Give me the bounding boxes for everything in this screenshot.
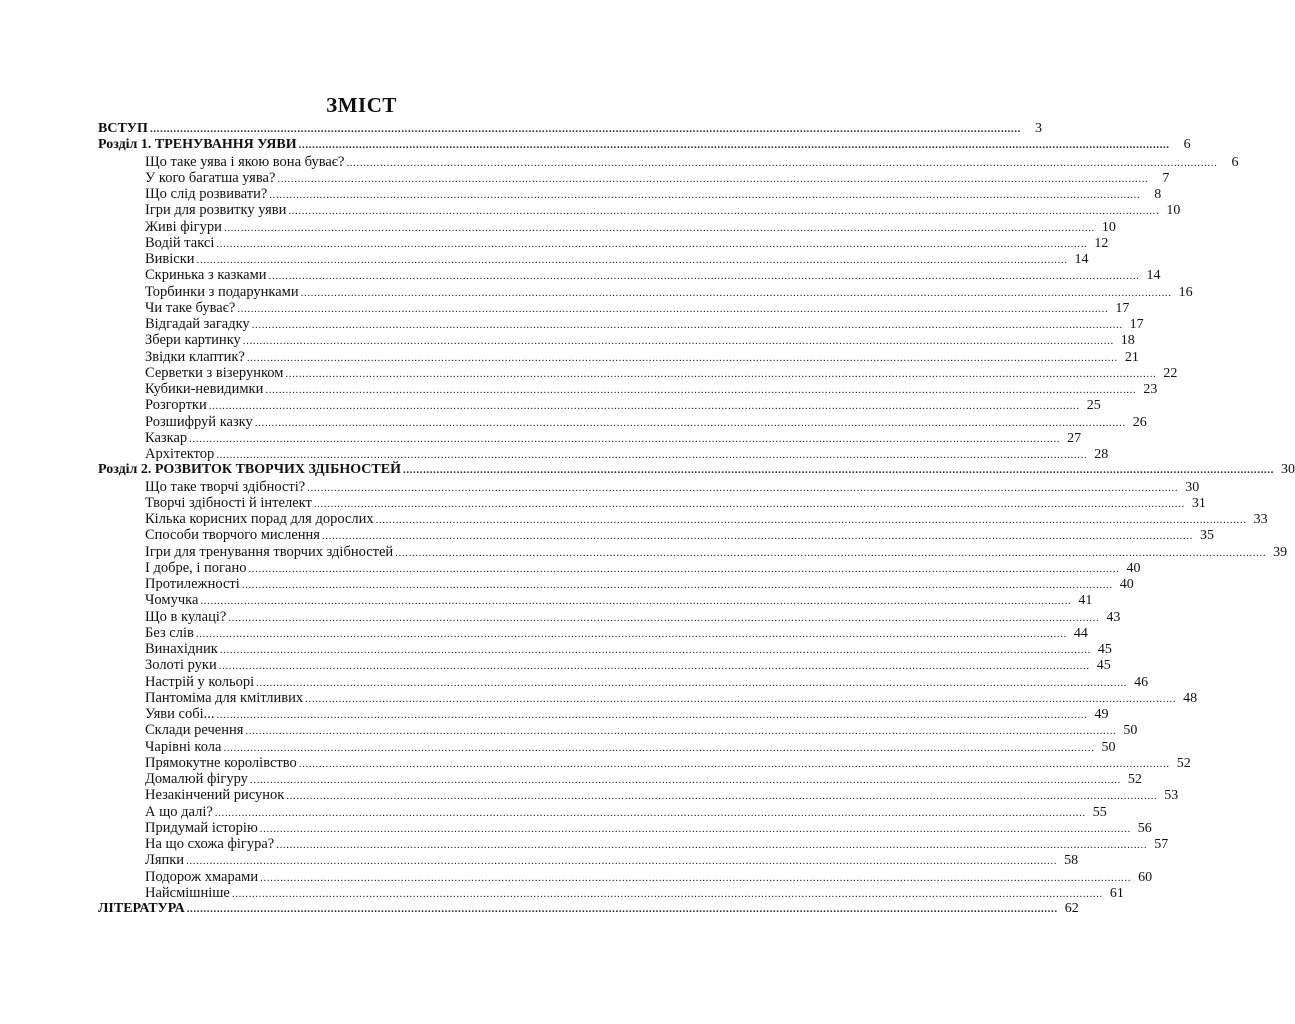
toc-entry-label: Що в кулаці? xyxy=(145,608,227,625)
toc-entry-page: 61 xyxy=(1109,885,1124,901)
toc-entry xyxy=(98,137,1191,153)
toc-entry xyxy=(98,836,1169,852)
toc-entry xyxy=(98,576,1134,592)
toc-entry-page: 55 xyxy=(1092,804,1107,820)
toc-entry xyxy=(98,413,1147,430)
toc-entry xyxy=(98,267,1161,284)
toc-entry xyxy=(98,251,1089,267)
toc-entry-page: 17 xyxy=(1115,300,1130,316)
toc-entry xyxy=(98,722,1138,739)
toc-entry-label: Винахідник xyxy=(145,641,218,657)
toc-entry-label: Кілька корисних порад для дорослих xyxy=(145,511,374,527)
toc-entry xyxy=(98,494,1206,511)
toc-entry-label: Пантоміма для кмітливих xyxy=(145,689,304,706)
toc-entry xyxy=(98,787,1179,804)
toc-entry xyxy=(98,608,1121,625)
toc-entry-page: 56 xyxy=(1137,820,1152,836)
dot-leader: .................................................................................................................................................................................................................................................................... xyxy=(149,123,1021,135)
toc-entry-page: 48 xyxy=(1183,690,1198,706)
dot-leader: .................................................................................................................................................................................................................................................................... xyxy=(288,205,1160,218)
toc-entry xyxy=(98,803,1107,820)
toc-entry-label: Звідки клаптик? xyxy=(145,348,245,365)
dot-leader: .................................................................................................................................................................................................................................................................... xyxy=(265,384,1137,396)
toc-entry-page: 6 xyxy=(1183,137,1191,153)
toc-entry-label: Що таке уява і якою вона буває? xyxy=(145,153,345,170)
toc-entry xyxy=(98,543,1288,560)
dot-leader: .................................................................................................................................................................................................................................................................... xyxy=(248,562,1120,575)
toc-entry-page: 16 xyxy=(1178,284,1193,300)
dot-leader: .................................................................................................................................................................................................................................................................... xyxy=(313,497,1185,510)
toc-entry-page: 40 xyxy=(1119,577,1134,592)
toc-entry-page: 44 xyxy=(1073,625,1088,641)
toc-entry xyxy=(98,234,1109,251)
toc-entry xyxy=(98,592,1093,609)
toc-entry xyxy=(98,462,1295,478)
toc-entry-label: Архітектор xyxy=(145,446,215,462)
toc-entry xyxy=(98,316,1144,332)
dot-leader: .................................................................................................................................................................................................................................................................... xyxy=(375,514,1247,526)
toc-entry-page: 62 xyxy=(1064,901,1079,916)
toc-entry-page: 14 xyxy=(1146,268,1161,284)
toc-entry-label: Настрій у кольорі xyxy=(145,673,255,690)
toc-entry xyxy=(98,202,1181,219)
toc-entry-page: 33 xyxy=(1253,512,1268,527)
toc-entry xyxy=(98,559,1141,576)
toc-entry-label: Подорож хмарами xyxy=(145,868,259,885)
toc-entry xyxy=(98,689,1198,706)
dot-leader: .................................................................................................................................................................................................................................................................... xyxy=(228,611,1100,624)
toc-entry-label: Найсмішніше xyxy=(145,884,230,901)
toc-entry-label: Збери картинку xyxy=(145,332,241,349)
dot-leader: .................................................................................................................................................................................................................................................................... xyxy=(196,254,1068,266)
toc-entry-label: Домалюй фігуру xyxy=(145,771,248,787)
toc-entry-label: Творчі здібності й інтелект xyxy=(145,494,312,511)
toc-entry xyxy=(98,446,1109,462)
dot-leader: .................................................................................................................................................................................................................................................................... xyxy=(218,660,1090,673)
dot-leader: .................................................................................................................................................................................................................................................................... xyxy=(231,887,1103,900)
toc-entry-page: 10 xyxy=(1166,203,1181,219)
toc-entry-label: Казкар xyxy=(145,429,188,446)
toc-entry-label: Кубики-невидимки xyxy=(145,381,264,397)
dot-leader: .................................................................................................................................................................................................................................................................... xyxy=(242,335,1114,348)
toc-entry-page: 57 xyxy=(1154,837,1169,852)
dot-leader: .................................................................................................................................................................................................................................................................... xyxy=(249,774,1121,786)
toc-entry xyxy=(98,364,1178,381)
toc-entry-page: 52 xyxy=(1176,755,1191,771)
dot-leader: .................................................................................................................................................................................................................................................................... xyxy=(260,871,1132,884)
toc-entry-label: Розшифруй казку xyxy=(145,413,253,430)
toc-entry xyxy=(98,706,1109,722)
toc-entry xyxy=(98,397,1101,414)
toc-entry-label: Чомучка xyxy=(145,592,199,609)
dot-leader: .................................................................................................................................................................................................................................................................... xyxy=(245,725,1117,738)
toc-entry-label: ВСТУП xyxy=(98,121,148,136)
toc-entry-label: Чарівні кола xyxy=(145,738,222,755)
toc-entry-page: 49 xyxy=(1094,707,1109,722)
dot-leader: .................................................................................................................................................................................................................................................................... xyxy=(237,302,1109,315)
dot-leader: .................................................................................................................................................................................................................................................................... xyxy=(395,546,1267,559)
toc-entry-page: 28 xyxy=(1094,447,1109,462)
toc-entry-page: 8 xyxy=(1154,187,1162,202)
dot-leader: .................................................................................................................................................................................................................................................................... xyxy=(223,221,1095,234)
toc-entry xyxy=(98,429,1082,446)
dot-leader: .................................................................................................................................................................................................................................................................... xyxy=(321,530,1193,543)
toc-entry-label: ЛІТЕРАТУРА xyxy=(98,901,185,916)
dot-leader: .................................................................................................................................................................................................................................................................... xyxy=(246,351,1118,364)
toc-entry-label: Розділ 2. РОЗВИТОК ТВОРЧИХ ЗДІБНОСТЕЙ xyxy=(98,462,401,478)
toc-entry xyxy=(98,283,1193,300)
toc-entry-label: Водій таксі xyxy=(145,234,215,251)
toc-entry xyxy=(98,527,1214,544)
dot-leader: .................................................................................................................................................................................................................................................................... xyxy=(268,270,1140,283)
toc-entry-page: 41 xyxy=(1078,593,1093,609)
table-of-contents xyxy=(98,121,1295,917)
dot-leader: .................................................................................................................................................................................................................................................................... xyxy=(402,464,1274,477)
toc-entry xyxy=(98,169,1170,186)
dot-leader: .................................................................................................................................................................................................................................................................... xyxy=(216,449,1088,461)
toc-entry xyxy=(98,624,1088,641)
toc-entry xyxy=(98,771,1142,787)
toc-entry-label: Золоті руки xyxy=(145,657,217,674)
toc-entry-page: 60 xyxy=(1138,869,1153,885)
toc-entry-page: 52 xyxy=(1127,772,1142,787)
toc-entry-label: У кого багатша уява? xyxy=(145,169,276,186)
toc-entry-page: 23 xyxy=(1143,382,1158,397)
dot-leader: .................................................................................................................................................................................................................................................................... xyxy=(241,579,1113,591)
toc-entry-label: На що схожа фігура? xyxy=(145,836,275,852)
page-title: ЗМІСТ xyxy=(326,93,397,117)
toc-entry-label: Протилежності xyxy=(145,576,240,592)
toc-entry-page: 12 xyxy=(1094,235,1109,251)
dot-leader: .................................................................................................................................................................................................................................................................... xyxy=(223,741,1095,754)
toc-entry-label: Живі фігури xyxy=(145,218,222,235)
toc-entry-page: 14 xyxy=(1074,252,1089,267)
toc-entry xyxy=(98,381,1158,397)
dot-leader: .................................................................................................................................................................................................................................................................... xyxy=(219,644,1091,656)
dot-leader: .................................................................................................................................................................................................................................................................... xyxy=(254,416,1126,429)
toc-entry-page: 6 xyxy=(1231,154,1239,170)
toc-entry-page: 45 xyxy=(1097,642,1112,657)
toc-entry xyxy=(98,819,1152,836)
dot-leader: .................................................................................................................................................................................................................................................................... xyxy=(298,757,1170,770)
toc-entry xyxy=(98,511,1268,527)
toc-entry-label: Що таке творчі здібності? xyxy=(145,478,306,495)
dot-leader: .................................................................................................................................................................................................................................................................... xyxy=(214,806,1086,819)
toc-entry-page: 7 xyxy=(1162,170,1170,186)
toc-entry xyxy=(98,852,1079,869)
toc-entry-page: 26 xyxy=(1132,414,1147,430)
toc-entry-page: 50 xyxy=(1101,739,1116,755)
toc-entry-label: Незакінчений рисунок xyxy=(145,787,285,804)
dot-leader: .................................................................................................................................................................................................................................................................... xyxy=(186,903,1058,915)
toc-entry xyxy=(98,884,1124,901)
toc-entry xyxy=(98,299,1130,316)
toc-entry xyxy=(98,332,1135,349)
dot-leader: .................................................................................................................................................................................................................................................................... xyxy=(305,692,1177,705)
toc-entry-label: Торбинки з подарунками xyxy=(145,283,299,300)
toc-entry-label: Склади речення xyxy=(145,722,244,739)
toc-entry-label: Вивіски xyxy=(145,251,195,267)
toc-entry-label: Ігри для тренування творчих здібностей xyxy=(145,543,394,560)
dot-leader: .................................................................................................................................................................................................................................................................... xyxy=(189,432,1061,445)
toc-entry-page: 45 xyxy=(1096,658,1111,674)
dot-leader: .................................................................................................................................................................................................................................................................... xyxy=(216,237,1088,250)
toc-entry-page: 35 xyxy=(1199,528,1214,544)
toc-entry-page: 18 xyxy=(1120,333,1135,349)
toc-entry-label: Уяви собі... xyxy=(145,706,215,722)
dot-leader: .................................................................................................................................................................................................................................................................... xyxy=(195,627,1067,640)
dot-leader: .................................................................................................................................................................................................................................................................... xyxy=(251,319,1123,331)
toc-entry-page: 3 xyxy=(1034,121,1042,136)
dot-leader: .................................................................................................................................................................................................................................................................... xyxy=(277,172,1149,185)
toc-entry xyxy=(98,738,1116,755)
toc-entry xyxy=(98,868,1153,885)
toc-entry-page: 27 xyxy=(1067,430,1082,446)
dot-leader: .................................................................................................................................................................................................................................................................... xyxy=(276,839,1148,851)
toc-entry-label: Що слід розвивати? xyxy=(145,186,268,202)
dot-leader: .................................................................................................................................................................................................................................................................... xyxy=(269,189,1141,201)
toc-entry xyxy=(98,641,1112,657)
toc-entry-label: Чи таке буває? xyxy=(145,299,236,316)
toc-entry-page: 22 xyxy=(1163,365,1178,381)
toc-entry-page: 31 xyxy=(1191,495,1206,511)
toc-entry-page: 17 xyxy=(1129,317,1144,332)
dot-leader: .................................................................................................................................................................................................................................................................... xyxy=(186,855,1058,868)
toc-entry xyxy=(98,901,1079,917)
dot-leader: .................................................................................................................................................................................................................................................................... xyxy=(300,286,1172,299)
dot-leader: .................................................................................................................................................................................................................................................................... xyxy=(208,400,1080,413)
toc-entry-page: 40 xyxy=(1126,560,1141,576)
dot-leader: .................................................................................................................................................................................................................................................................... xyxy=(307,481,1179,494)
toc-entry-label: А що далі? xyxy=(145,803,213,820)
toc-entry xyxy=(98,673,1149,690)
toc-entry-label: Розгортки xyxy=(145,397,207,414)
toc-entry-page: 39 xyxy=(1273,544,1288,560)
toc-entry-label: Прямокутне королівство xyxy=(145,754,297,771)
toc-entry xyxy=(98,348,1139,365)
toc-entry-label: Розділ 1. ТРЕНУВАННЯ УЯВИ xyxy=(98,137,297,153)
toc-entry-label: Способи творчого мислення xyxy=(145,527,320,544)
toc-entry xyxy=(98,153,1239,170)
toc-entry xyxy=(98,121,1042,137)
toc-entry xyxy=(98,657,1111,674)
toc-entry-label: Серветки з візерунком xyxy=(145,364,284,381)
toc-entry-page: 50 xyxy=(1123,723,1138,739)
toc-entry-page: 10 xyxy=(1101,219,1116,235)
dot-leader: .................................................................................................................................................................................................................................................................... xyxy=(285,367,1157,380)
toc-entry-page: 30 xyxy=(1185,479,1200,495)
dot-leader: .................................................................................................................................................................................................................................................................... xyxy=(259,822,1131,835)
toc-entry-label: Ігри для розвитку уяви xyxy=(145,202,287,219)
toc-entry-page: 30 xyxy=(1280,462,1295,478)
toc-entry-label: Скринька з казками xyxy=(145,267,267,284)
dot-leader: .................................................................................................................................................................................................................................................................... xyxy=(298,139,1170,152)
toc-entry-page: 25 xyxy=(1086,398,1101,414)
dot-leader: .................................................................................................................................................................................................................................................................... xyxy=(286,790,1158,803)
dot-leader: .................................................................................................................................................................................................................................................................... xyxy=(216,709,1088,721)
toc-entry xyxy=(98,186,1162,202)
toc-entry-label: Відгадай загадку xyxy=(145,316,250,332)
toc-entry-page: 53 xyxy=(1164,788,1179,804)
toc-entry-page: 21 xyxy=(1124,349,1139,365)
toc-entry-label: Придумай історію xyxy=(145,819,258,836)
dot-leader: .................................................................................................................................................................................................................................................................... xyxy=(256,676,1128,689)
toc-entry xyxy=(98,754,1191,771)
dot-leader: .................................................................................................................................................................................................................................................................... xyxy=(200,595,1072,608)
toc-entry-page: 58 xyxy=(1064,853,1079,869)
dot-leader: .................................................................................................................................................................................................................................................................... xyxy=(346,156,1218,169)
toc-entry-page: 46 xyxy=(1134,674,1149,690)
toc-entry-label: Ляпки xyxy=(145,852,185,869)
toc-entry-page: 43 xyxy=(1106,609,1121,625)
toc-entry-label: І добре, і погано xyxy=(145,559,247,576)
toc-entry xyxy=(98,218,1116,235)
toc-entry-label: Без слів xyxy=(145,624,194,641)
toc-entry xyxy=(98,478,1200,495)
